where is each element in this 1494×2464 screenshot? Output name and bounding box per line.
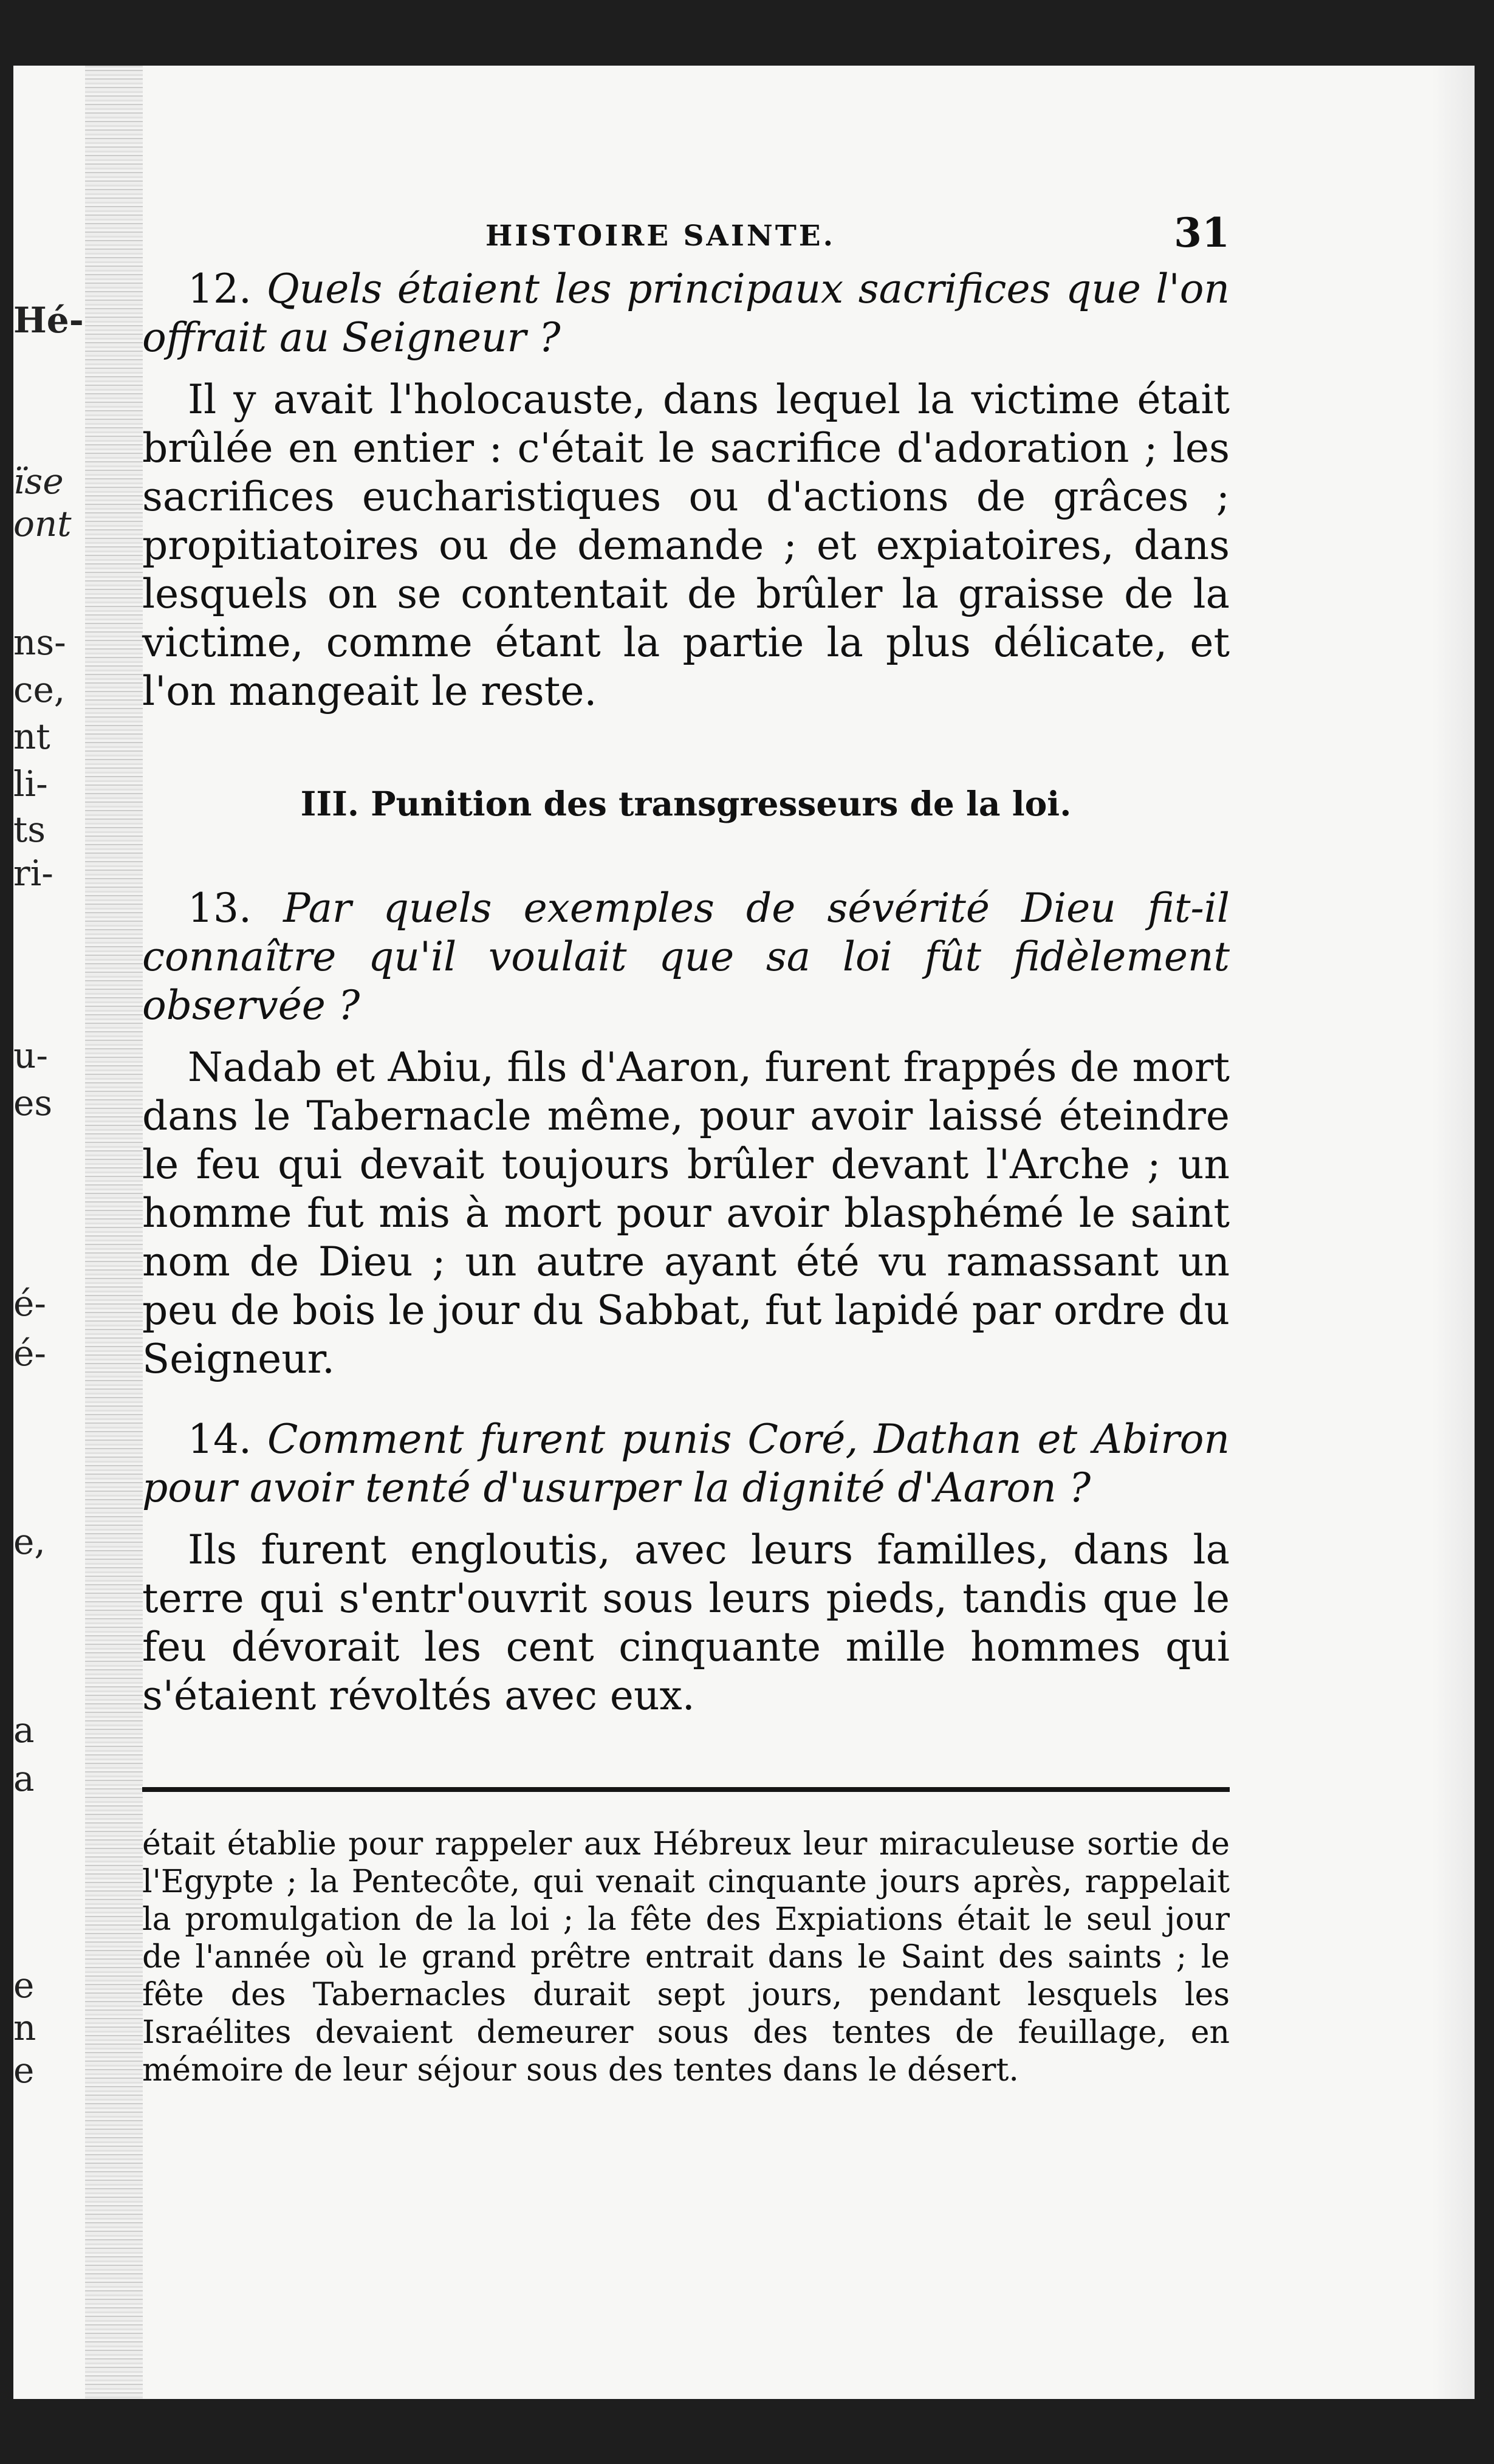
question-text: Par quels exemples de sévérité Dieu fit-il connaître qu'il voulait que sa loi fût fidèlement observée ?: [142, 885, 1230, 1029]
question-12: [142, 265, 1230, 362]
margin-fragment: e,: [13, 1521, 46, 1562]
margin-fragment: ont: [13, 503, 72, 544]
page-header: [142, 198, 1230, 265]
page-content: [142, 198, 1230, 2089]
page-gutter-shadow: [85, 66, 143, 2399]
book-page: [13, 66, 1475, 2399]
page-edge: [1432, 66, 1475, 2399]
footnote-divider: [142, 1787, 1230, 1792]
question-number: 13.: [188, 885, 252, 932]
margin-fragment: e: [13, 2050, 35, 2091]
margin-fragment: es: [13, 1082, 53, 1124]
margin-fragment: e: [13, 1965, 35, 2006]
margin-fragment: ïse: [13, 461, 64, 502]
answer-12: Il y avait l'holocauste, dans lequel la victime était brûlée en entier : c'était le sacrifice d'adoration ; les sacrifices eucharistiques ou d'actions de grâces ; propitiatoires ou de demande ; et expiatoires, dans lesquels on se contentait de brûler la graisse de la victime, comme étant la partie la plus délicate, et l'on mangeait le reste.: [142, 376, 1230, 715]
question-14: [142, 1415, 1230, 1512]
question-block-12: [142, 265, 1230, 716]
question-number: 14.: [188, 1416, 252, 1463]
margin-fragment: u-: [13, 1035, 48, 1076]
question-block-14: [142, 1415, 1230, 1720]
question-block-13: [142, 884, 1230, 1384]
margin-fragment: a: [13, 1709, 35, 1751]
page-number: 31: [1174, 209, 1230, 256]
margin-fragment: n: [13, 2007, 36, 2048]
margin-fragment: a: [13, 1758, 35, 1799]
answer-13: Nadab et Abiu, fils d'Aaron, furent frappés de mort dans le Tabernacle même, pour avoir laissé éteindre le feu qui devait toujours brûler devant l'Arche ; un homme fut mis à mort pour avoir blasphémé le saint nom de Dieu ; un autre ayant été vu ramassant un peu de bois le jour du Sabbat, fut lapidé par ordre du Seigneur.: [142, 1044, 1230, 1382]
margin-fragment: nt: [13, 716, 50, 757]
question-13: [142, 884, 1230, 1030]
margin-fragment: ns-: [13, 622, 66, 663]
answer-14: Ils furent engloutis, avec leurs familles, dans la terre qui s'entr'ouvrit sous leurs pieds, tandis que le feu dévorait les cent cinquante mille hommes qui s'étaient révoltés avec eux.: [142, 1526, 1230, 1719]
section-heading: III. Punition des transgresseurs de la loi.: [300, 784, 1072, 823]
margin-fragment: é-: [13, 1283, 46, 1324]
margin-fragment: li-: [13, 763, 48, 805]
question-text: Quels étaient les principaux sacrifices que l'on offrait au Seigneur ?: [142, 266, 1230, 361]
question-number: 12.: [188, 266, 252, 312]
margin-fragment: ts: [13, 809, 46, 850]
footnote: était établie pour rappeler aux Hébreux leur miraculeuse sortie de l'Egypte ; la Pentecôte, qui venait cinquante jours après, rappelait la promulgation de la loi ; la fête des Expiations était le seul jour de l'année où le grand prêtre entrait dans le Saint des saints ; le fête des Tabernacles durait sept jours, pendant lesquels les Israélites devaient demeurer sous des tentes de feuillage, en mémoire de leur séjour sous des tentes dans le désert.: [142, 1826, 1230, 2088]
margin-fragment: ri-: [13, 853, 53, 894]
margin-fragment: é-: [13, 1333, 46, 1374]
running-title: HISTOIRE SAINTE.: [485, 219, 835, 253]
question-text: Comment furent punis Coré, Dathan et Abiron pour avoir tenté d'usurper la dignité d'Aaron ?: [142, 1416, 1230, 1511]
margin-fragment: ce,: [13, 669, 66, 710]
margin-fragment: Hé-: [13, 300, 84, 341]
